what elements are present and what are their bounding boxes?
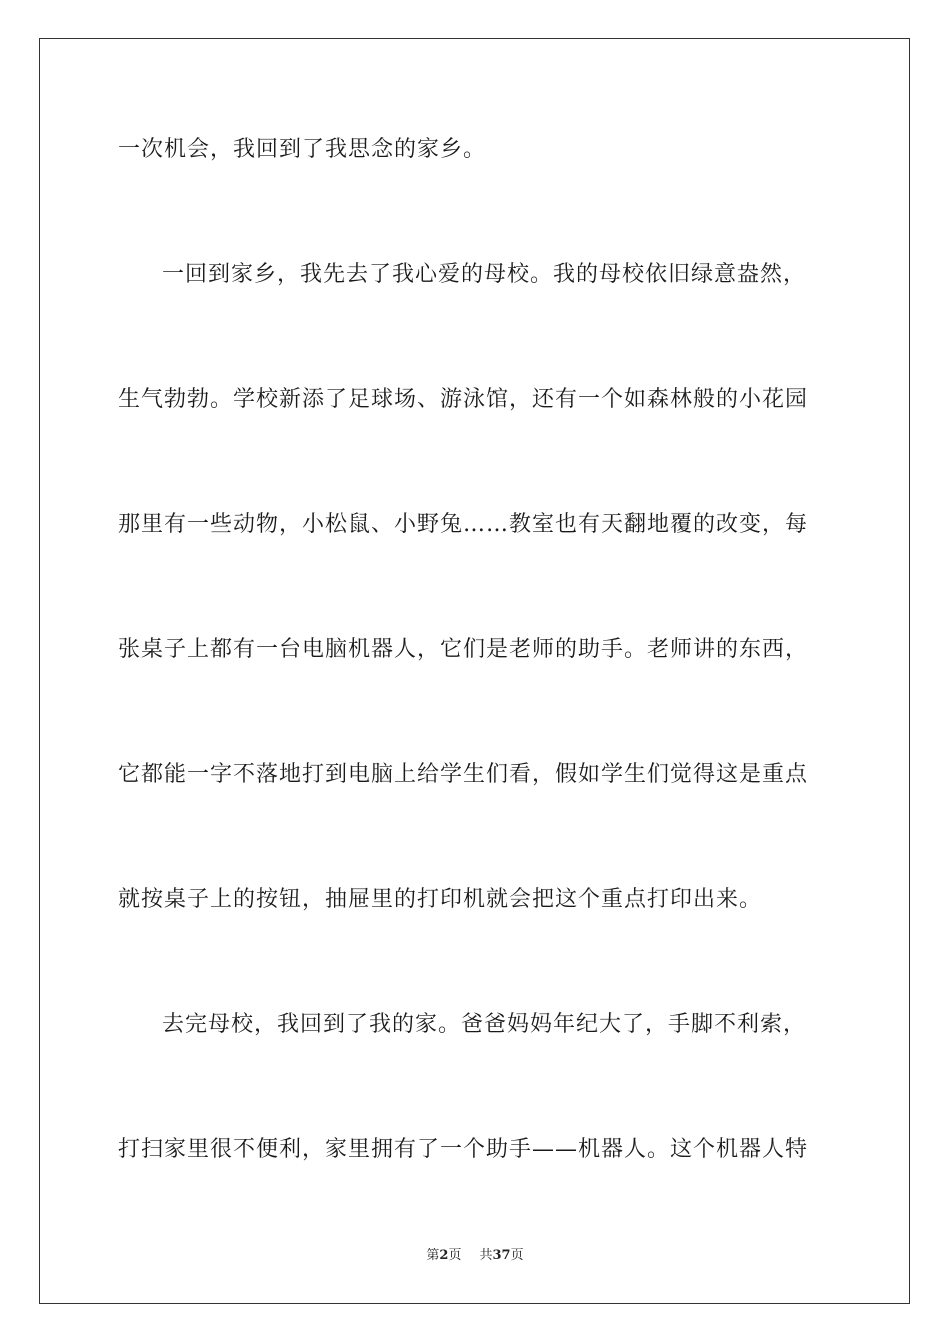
text-line: 生气勃勃。学校新添了足球场、游泳馆，还有一个如森林般的小花园 [118, 387, 809, 412]
text-line: 就按桌子上的按钮，抽屉里的打印机就会把这个重点打印出来。 [118, 887, 763, 912]
total-pages-label: 共37页 [479, 1248, 524, 1263]
text-line: 张桌子上都有一台电脑机器人，它们是老师的助手。老师讲的东西， [118, 637, 809, 662]
text-line: 一次机会，我回到了我思念的家乡。 [118, 137, 487, 162]
text-line: 那里有一些动物，小松鼠、小野兔……教室也有天翻地覆的改变，每 [118, 512, 809, 537]
page-frame [39, 38, 910, 1304]
page-footer [0, 1247, 950, 1265]
text-line: 它都能一字不落地打到电脑上给学生们看，假如学生们觉得这是重点 [118, 762, 809, 787]
text-line: 打扫家里很不便利，家里拥有了一个助手——机器人。这个机器人特 [118, 1137, 809, 1162]
paragraph-start-line: 去完母校，我回到了我的家。爸爸妈妈年纪大了，手脚不利索， [162, 1012, 807, 1037]
page-number-label: 第2页 [426, 1248, 462, 1263]
paragraph-start-line: 一回到家乡，我先去了我心爱的母校。我的母校依旧绿意盎然， [162, 262, 807, 287]
